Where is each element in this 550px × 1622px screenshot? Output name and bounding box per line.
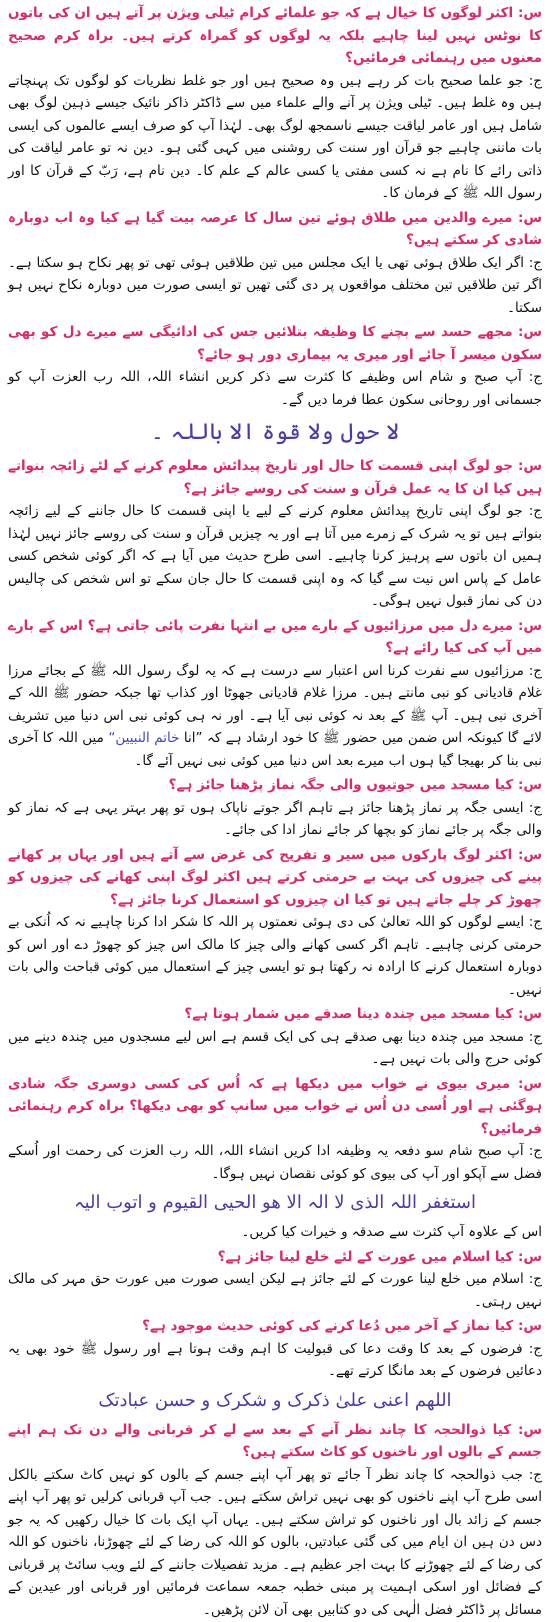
answer-11: ج: فرضوں کے بعد کا وقت دعا کی قبولیت کا اہم وقت ہوتا ہے اور رسول ﷺ خود بھی یہ دعائیں فرضوں کے بعد مانگا کرتے تھے۔	[8, 1340, 542, 1379]
question-12: س: کیا ذوالحجہ کا چاند نظر آنے کے بعد سے لے کر قربانی والے دن تک ہم اپنے جسم کے بالوں اور ناخنوں کو کاٹ سکتے ہیں؟	[8, 1421, 542, 1460]
question-11: س: کیا نماز کے آخر میں دُعا کرنے کی کوئی حدیث موجود ہے؟	[142, 1318, 542, 1334]
answer-7: ج: ایسے لوگوں کو اللہ تعالیٰ کی دی ہوئی نعمتوں پر اللہ کا شکر ادا کرنا چاہیے نہ کہ اُنکی بے حرمتی کرنی چاہیے۔ تاہم اگر کسی کھانے والی چیز کا مالک اس چیز کو چھوڑ دے اور اس کو دوبارہ استعمال کرنے کا ارادہ نہ رکھتا ہو تو ایسی چیز کے استعمال میں کوئی قباحت والی بات نہیں۔	[8, 914, 542, 998]
dua-heading-2: استغفر اللہ الذی لا الہ الا ھو الحیی القیوم و اتوب الیہ	[74, 1192, 476, 1213]
answer-10: ج: اسلام میں خلع لینا عورت کے لئے جائز ہے لیکن ایسی صورت میں عورت حق مہر کی مالک نہیں رہتی۔	[8, 1271, 542, 1310]
qa-article	[8, 0, 542, 1621]
question-5: س: میرے دل میں مرزائیوں کے بارے میں بے انتہا نفرت پائی جاتی ہے؟ اس کے بارے میں آپ کی کیا رائے ہے؟	[8, 617, 542, 656]
dua-heading-1: لا حول ولا قوۃ الا باللہ ۔	[150, 420, 400, 445]
answer-5-text-cont: میں اللہ کا آخری نبی بنا کر بھیجا گیا ہوں اب میرے بعد اس دنیا میں کوئی نبی نہیں آئے گا۔	[8, 730, 542, 769]
question-8: س: کیا مسجد میں چندہ دینا صدقے میں شمار ہوتا ہے؟	[184, 1006, 542, 1022]
question-9: س: میری بیوی نے خواب میں دیکھا ہے کہ اُس کی کسی دوسری جگہ شادی ہوگئی ہے اور اُسی دن اُس نے خواب میں سانپ کو بھی دیکھا؟ براہ کرم رہنمائی فرمائیں؟	[8, 1075, 542, 1137]
answer-4: ج: جو لوگ اپنی تاریخ پیدائش معلوم کرنے کے لیے یا اپنی قسمت کا حال جاننے کے لیے زائچہ بنواتے ہیں تو یہ شرک کے زمرے میں آتا ہے اور یہ چیزیں قرآن و سنت کی روسے جائز نہیں لہٰذا ہمیں ان باتوں سے پرہیز کرنا چاہیے۔ اسی طرح حدیث میں آیا ہے کہ اگر کوئی شخص کسی عامل کے پاس اس نیت سے گیا کہ وہ اپنی قسمت کا حال جان سکے تو اس شخص کی چالیس دن کی نماز قبول نہیں ہوگی۔	[8, 503, 542, 609]
answer-2: ج: اگر ایک طلاق ہوئی تھی یا ایک مجلس میں تین طلاقیں ہوئی تھی تو پھر نکاح ہو سکتا ہے۔ اگر تین طلاقیں تین مختلف مواقعوں پر دی گئی تھیں تو ایسی صورت میں دوبارہ نکاح نہیں ہو سکتا۔	[8, 254, 542, 316]
hadith-reference: خاتم النبیین“	[108, 730, 180, 746]
question-10: س: کیا اسلام میں عورت کے لئے خلع لینا جائز ہے؟	[217, 1248, 542, 1265]
question-3: س: مجھے حسد سے بچنے کا وظیفہ بتلائیں جس کی ادائیگی سے میرے دل کو بھی سکون میسر آ جائے اور میری یہ بیماری دور ہو جائے؟	[8, 324, 542, 363]
question-6: س: کیا مسجد میں جوتیوں والی جگہ نماز پڑھنا جائز ہے؟	[168, 777, 542, 793]
question-7: س: اکثر لوگ پارکوں میں سیر و تفریح کی غرض سے آتے ہیں اور یہاں پر کھانے پینے کی چیزوں کی بہت بے حرمتی کرتے ہیں اکثر لوگ اپنی کھانے کی چیزوں کو چھوڑ کر چلے جاتے ہیں تو کیا ان چیزوں کو استعمال کرنا جائز ہے؟	[8, 846, 542, 908]
answer-5-text: ج: مرزائیوں سے نفرت کرنا اس اعتبار سے درست ہے کہ یہ لوگ رسول اللہ ﷺ کے بجائے مرزا غلام قادیانی کو نبی مانتے ہیں۔ مرزا غلام قادیانی جھوٹا اور کذاب تھا جبکہ حضور ﷺ اللہ کے آخری نبی ہیں۔ آپ ﷺ کے بعد نہ کوئی نبی آیا ہے۔ اور نہ ہی کوئی نبی اس دنیا میں تشریف لائے گا کیونکہ اس ضمن میں حضور ﷺ کا خود ارشاد ہے کہ ”انا	[8, 662, 542, 746]
after-dua-note: اس کے علاوہ آپ کثرت سے صدقہ و خیرات کیا کریں۔	[241, 1224, 542, 1240]
dua-heading-3: اللھم اعنی علیٰ ذکرک و شکرک و حسن عبادتک	[98, 1389, 452, 1411]
question-4: س: جو لوگ اپنی قسمت کا حال اور تاریخ پیدائش معلوم کرنے کے لئے زائچہ بنواتے ہیں کیا ان کا یہ عمل قرآن و سنت کی روسے جائز ہے؟	[8, 458, 542, 497]
answer-9: ج: آپ صبح شام سو دفعہ یہ وظیفہ ادا کریں انشاء اللہ، اللہ رب العزت کی رحمت اور اُسکے فضل سے آپکو اور آپ کی بیوی کو کوئی نقصان نہیں ہوگا۔	[8, 1143, 542, 1182]
answer-8: ج: مسجد میں چندہ دینا بھی صدقے ہی کی ایک قسم ہے اس لیے مسجدوں میں چندہ دینے میں کوئی حرج والی بات نہیں ہے۔	[8, 1028, 542, 1067]
answer-5	[8, 660, 542, 773]
answer-12: ج: جب ذوالحجہ کا چاند نظر آ جائے تو پھر آپ اپنے جسم کے بالوں کو نہیں کاٹ سکتے بالکل اسی طرح آپ اپنے ناخنوں کو بھی نہیں تراش سکتے ہیں۔ جب آپ قربانی کرلیں تو پھر آپ اپنے جسم کے زائد بال اور ناخنوں کو تراش سکتے ہیں۔ یہاں آپ ایک بات کا خیال رکھیں کہ یہ جو دس دن ہیں ان ایام میں کی گئی عبادتیں، بالوں کو اللہ کی رضا کے لئے چھوڑنا، ناخنوں کو اللہ کی رضا کے لئے چھوڑنے کا بہت اجر عظیم ہے۔ مزید تفصیلات جاننے کے لئے ویب سائٹ پر قربانی کے فضائل اور اسکی اہمیت پر مبنی خطبہ جمعہ سماعت فرمائیں اور قربانی اور عیدین کے مسائل پر ڈاکٹر فضل الٰہی کی دو کتابیں بھی آن لائن پڑھیں۔	[8, 1466, 542, 1618]
answer-3: ج: آپ صبح و شام اس وظیفے کا کثرت سے ذکر کریں انشاء اللہ، اللہ رب العزت آپ کو جسمانی اور روحانی سکون عطا فرما دیں گے۔	[8, 369, 542, 408]
question-2: س: میرے والدین میں طلاق ہوئے تین سال کا عرصہ بیت گیا ہے کیا وہ اب دوبارہ شادی کر سکتے ہیں؟	[8, 209, 542, 248]
answer-6: ج: ایسی جگہ پر نماز پڑھنا جائز ہے تاہم اگر جوتے ناپاک ہوں تو پھر بہتر یہی ہے کہ نماز کو والی جگہ پر جائے نماز کو بچھا کر جائے نماز ادا کی جائے۔	[8, 799, 542, 838]
answer-1: ج: جو علما صحیح بات کر رہے ہیں وہ صحیح ہیں اور جو غلط نظریات کو لوگوں تک پہنچاتے ہیں وہ غلط ہیں۔ ٹیلی ویژن پر آنے والے علماء میں سے ڈاکٹر ذاکر نائیک جیسے ذہین لوگ بھی شامل ہیں اور عامر لیاقت جیسے ناسمجھ لوگ بھی۔ لہٰذا آپ کو صرف ایسے عالموں کی ایسی بات ماننی چاہیے جو قرآن اور سنت کی روشنی میں کہی گئی ہو۔ دین نہ تو عامر لیاقت کی ذاتی رائے کا نام ہے نہ کسی مفتی یا کسی عالم کے علم کا۔ دین نام ہے، رَبّ کے قرآن کا اور رسول اللہ ﷺ کے فرمان کا۔	[8, 72, 542, 201]
question-1: س: اکثر لوگوں کا خیال ہے کہ جو علمائے کرام ٹیلی ویژن پر آتے ہیں ان کی باتوں کا نوٹس نہیں لینا چاہیے بلکہ یہ لوگوں کو گمراہ کرتے ہیں۔ براہ کرم صحیح معنوں میں رہنمائی فرمائیں؟	[8, 5, 542, 66]
